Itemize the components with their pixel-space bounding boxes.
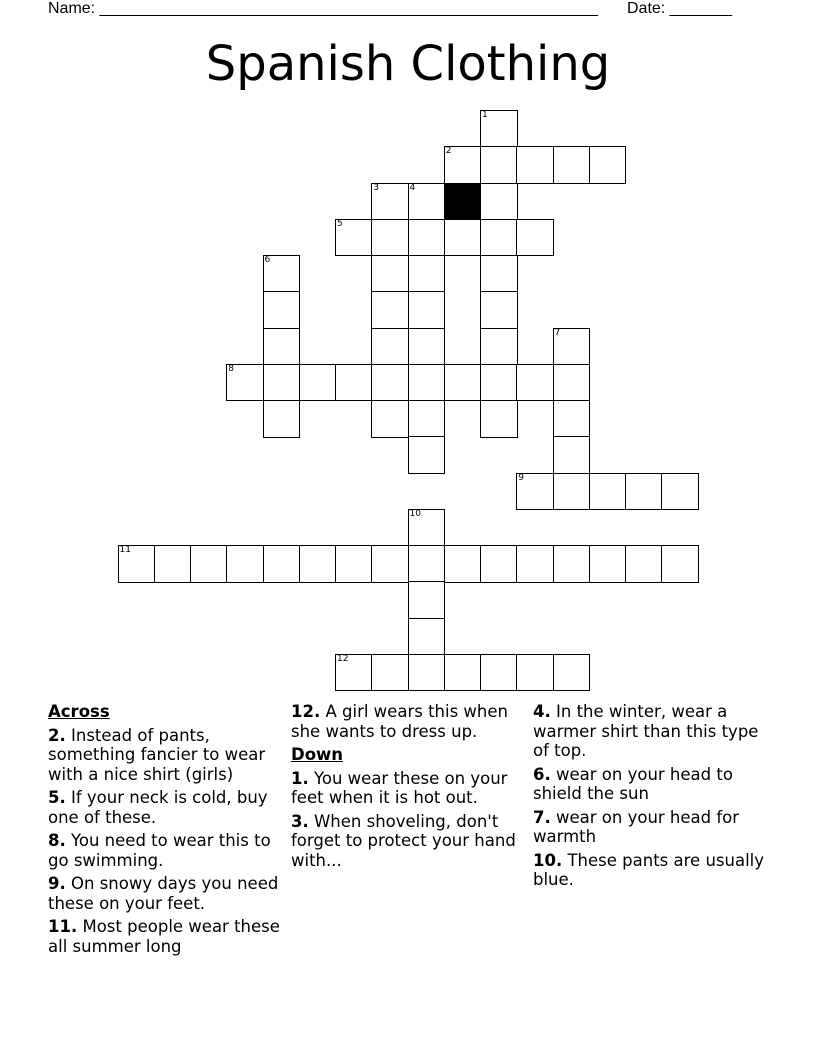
grid-cell[interactable] bbox=[226, 364, 264, 402]
grid-cell[interactable] bbox=[371, 364, 409, 402]
clues-column-1 bbox=[48, 702, 288, 960]
grid-cell[interactable] bbox=[516, 545, 554, 583]
grid-cell[interactable] bbox=[226, 545, 264, 583]
clue-text: You need to wear this to go swimming. bbox=[48, 831, 271, 870]
grid-cell[interactable] bbox=[480, 400, 518, 438]
date-field: Date: _______ bbox=[627, 0, 732, 17]
cell-number: 1 bbox=[482, 110, 488, 120]
grid-cell[interactable] bbox=[408, 545, 446, 583]
clue-down-10 bbox=[533, 851, 773, 890]
grid-cell[interactable] bbox=[516, 219, 554, 257]
clue-down-6 bbox=[533, 765, 773, 804]
grid-cell[interactable] bbox=[335, 219, 373, 257]
grid-cell[interactable] bbox=[480, 255, 518, 293]
clues-column-3 bbox=[533, 702, 773, 894]
grid-cell[interactable] bbox=[408, 436, 446, 474]
clue-text: wear on your head for warmth bbox=[533, 807, 740, 846]
clue-down-4 bbox=[533, 702, 773, 761]
cell-number: 3 bbox=[373, 182, 379, 193]
grid-cell[interactable] bbox=[190, 545, 228, 583]
grid-cell[interactable] bbox=[263, 364, 301, 402]
grid-cell[interactable] bbox=[408, 219, 446, 257]
clue-down-3 bbox=[291, 812, 523, 871]
grid-cell[interactable] bbox=[371, 328, 409, 366]
grid-cell[interactable] bbox=[444, 146, 482, 184]
across-heading: Across bbox=[48, 702, 110, 721]
grid-cell[interactable] bbox=[553, 328, 591, 366]
grid-cell[interactable] bbox=[589, 473, 627, 511]
grid-cell[interactable] bbox=[480, 183, 518, 221]
cell-number: 6 bbox=[264, 255, 271, 265]
grid-cell[interactable] bbox=[335, 364, 373, 402]
grid-cell[interactable] bbox=[263, 328, 301, 366]
grid-cell[interactable] bbox=[263, 400, 301, 438]
clue-text: You wear these on your feet when it is hot out. bbox=[291, 768, 508, 807]
clue-across-9 bbox=[48, 874, 288, 913]
grid-cell[interactable] bbox=[553, 436, 591, 474]
clue-across-12 bbox=[291, 702, 523, 741]
grid-cell[interactable] bbox=[263, 255, 301, 293]
grid-cell[interactable] bbox=[371, 545, 409, 583]
cell-number: 11 bbox=[119, 545, 131, 555]
grid-cell[interactable] bbox=[625, 545, 663, 583]
grid-cell[interactable] bbox=[625, 473, 663, 511]
down-heading: Down bbox=[291, 745, 344, 764]
grid-cell[interactable] bbox=[299, 545, 337, 583]
grid-cell[interactable] bbox=[408, 255, 446, 293]
grid-cell[interactable] bbox=[408, 291, 446, 329]
clue-number: 6. bbox=[533, 764, 551, 784]
grid-cell[interactable] bbox=[661, 473, 699, 511]
grid-cell[interactable] bbox=[408, 328, 446, 366]
clue-number: 9. bbox=[48, 874, 66, 893]
clue-text: Instead of pants, something fancier to wear with a nice shirt (girls) bbox=[48, 725, 266, 784]
grid-cell[interactable] bbox=[444, 364, 482, 402]
grid-cell[interactable] bbox=[480, 219, 518, 257]
clue-number: 8. bbox=[48, 831, 66, 850]
grid-cell[interactable] bbox=[553, 654, 591, 692]
cell-number: 5 bbox=[337, 218, 343, 229]
cell-number: 7 bbox=[554, 327, 561, 338]
clue-number: 2. bbox=[48, 725, 66, 745]
grid-cell[interactable] bbox=[335, 545, 373, 583]
grid-cell[interactable] bbox=[553, 400, 591, 438]
grid-block-cell bbox=[444, 183, 482, 221]
grid-cell[interactable] bbox=[371, 400, 409, 438]
clue-number: 10. bbox=[533, 850, 563, 870]
cell-number: 12 bbox=[337, 653, 349, 664]
grid-cell[interactable] bbox=[299, 364, 337, 402]
cell-number: 2 bbox=[445, 146, 452, 157]
grid-cell[interactable] bbox=[480, 291, 518, 329]
grid-cell[interactable] bbox=[553, 364, 591, 402]
clue-number: 11. bbox=[48, 917, 78, 936]
grid-cell[interactable] bbox=[263, 291, 301, 329]
grid-cell[interactable] bbox=[444, 654, 482, 692]
clue-text: Most people wear these all summer long bbox=[48, 917, 280, 956]
grid-cell[interactable] bbox=[371, 255, 409, 293]
grid-cell[interactable] bbox=[480, 654, 518, 692]
clue-text: On snowy days you need these on your feet. bbox=[48, 874, 279, 913]
grid-cell[interactable] bbox=[516, 364, 554, 402]
grid-cell[interactable] bbox=[553, 146, 591, 184]
grid-cell[interactable] bbox=[408, 400, 446, 438]
cell-number: 9 bbox=[518, 472, 524, 483]
clue-across-11 bbox=[48, 917, 288, 956]
grid-cell[interactable] bbox=[516, 146, 554, 184]
grid-cell[interactable] bbox=[408, 183, 446, 221]
grid-cell[interactable] bbox=[408, 618, 446, 656]
grid-cell[interactable] bbox=[516, 654, 554, 692]
grid-cell[interactable] bbox=[480, 545, 518, 583]
grid-cell[interactable] bbox=[553, 545, 591, 583]
grid-cell[interactable] bbox=[154, 545, 192, 583]
clue-across-8 bbox=[48, 831, 288, 870]
grid-cell[interactable] bbox=[661, 545, 699, 583]
grid-cell[interactable] bbox=[589, 545, 627, 583]
cell-number: 8 bbox=[228, 363, 234, 374]
grid-cell[interactable] bbox=[480, 328, 518, 366]
grid-cell[interactable] bbox=[371, 291, 409, 329]
grid-cell[interactable] bbox=[553, 473, 591, 511]
name-field: Name: ________________________________________________________ bbox=[48, 0, 598, 17]
clue-number: 3. bbox=[291, 811, 309, 831]
grid-cell[interactable] bbox=[335, 654, 373, 692]
clue-text: These pants are usually blue. bbox=[533, 850, 764, 889]
clue-text: A girl wears this when she wants to dress up. bbox=[291, 702, 508, 741]
grid-cell[interactable] bbox=[408, 364, 446, 402]
grid-cell[interactable] bbox=[444, 545, 482, 583]
cell-number: 10 bbox=[409, 508, 421, 519]
cell-number: 4 bbox=[409, 182, 416, 193]
grid-cell[interactable] bbox=[408, 654, 446, 692]
clue-down-7 bbox=[533, 808, 773, 847]
clue-number: 5. bbox=[48, 788, 66, 807]
grid-cell[interactable] bbox=[118, 545, 156, 583]
clue-number: 7. bbox=[533, 807, 551, 827]
grid-cell[interactable] bbox=[589, 146, 627, 184]
clue-number: 4. bbox=[533, 702, 551, 721]
clue-text: wear on your head to shield the sun bbox=[533, 764, 733, 803]
grid-cell[interactable] bbox=[371, 183, 409, 221]
clue-across-5 bbox=[48, 788, 288, 827]
grid-cell[interactable] bbox=[371, 219, 409, 257]
grid-cell[interactable] bbox=[480, 364, 518, 402]
clue-number: 1. bbox=[291, 768, 309, 788]
clue-text: In the winter, wear a warmer shirt than this type of top. bbox=[533, 702, 759, 760]
page-title: Spanish Clothing bbox=[205, 36, 611, 92]
grid-cell[interactable] bbox=[444, 219, 482, 257]
grid-cell[interactable] bbox=[408, 581, 446, 619]
clue-text: If your neck is cold, buy one of these. bbox=[48, 788, 268, 827]
grid-cell[interactable] bbox=[408, 509, 446, 547]
grid-cell[interactable] bbox=[480, 146, 518, 184]
grid-cell[interactable] bbox=[371, 654, 409, 692]
clue-text: When shoveling, don't forget to protect your hand with... bbox=[291, 811, 516, 870]
clues-column-2 bbox=[291, 702, 523, 874]
grid-cell[interactable] bbox=[263, 545, 301, 583]
clue-across-2 bbox=[48, 726, 288, 785]
clue-number: 12. bbox=[291, 702, 321, 721]
clue-down-1 bbox=[291, 769, 523, 808]
grid-cell[interactable] bbox=[516, 473, 554, 511]
grid-cell[interactable] bbox=[480, 110, 518, 148]
